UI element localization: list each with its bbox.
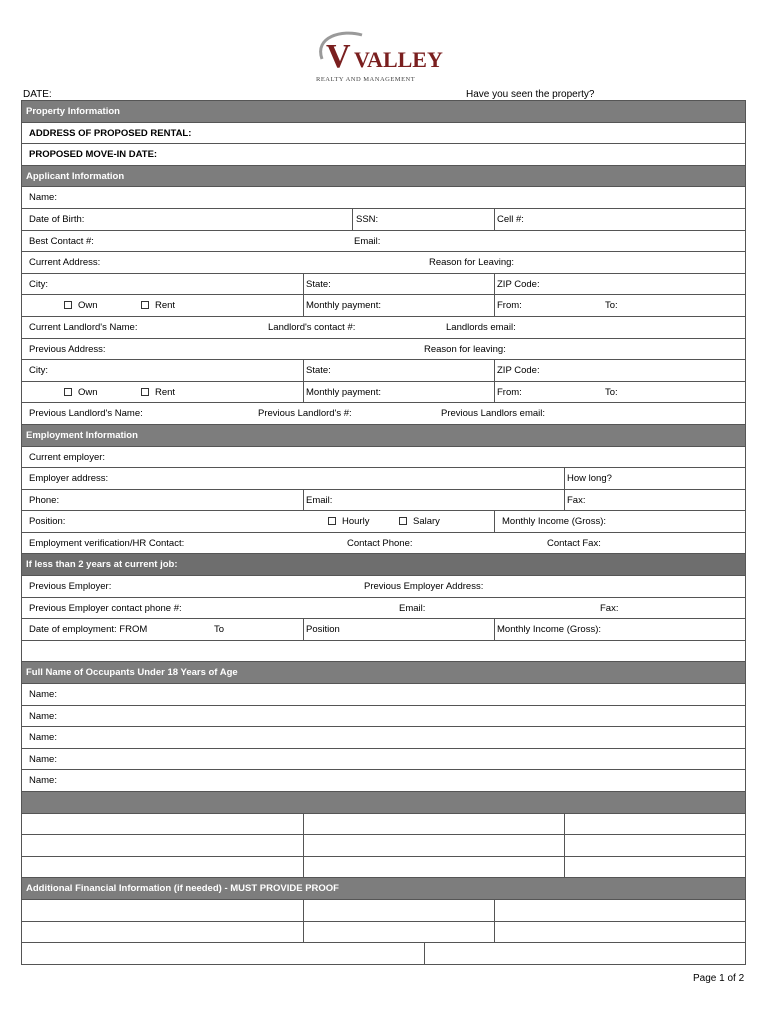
field-label: Name:: [29, 775, 57, 787]
section-header-property: [22, 101, 745, 123]
section-header-financial: [22, 878, 745, 900]
column-divider: [303, 295, 304, 316]
dob-ssn-cell-row[interactable]: [22, 209, 745, 231]
field-label: Previous Employer:: [29, 581, 112, 593]
field-label: Own: [78, 300, 98, 312]
field-label: Phone:: [29, 494, 60, 506]
field-label: ZIP Code:: [497, 365, 540, 377]
field-label: Date of Birth:: [29, 213, 85, 225]
svg-text:V: V: [326, 38, 351, 75]
field-label: Current Landlord's Name:: [29, 321, 138, 333]
field-label: Landlord's contact #:: [268, 321, 356, 333]
field-label: Position:: [29, 516, 66, 528]
current-address-row[interactable]: [22, 252, 745, 274]
occupant-name-field[interactable]: [22, 706, 745, 728]
column-divider: [494, 511, 495, 532]
occupant-name-field[interactable]: [22, 770, 745, 792]
column-divider: [564, 857, 565, 878]
column-divider: [303, 922, 304, 943]
salary-checkbox[interactable]: [399, 517, 407, 525]
column-divider: [564, 468, 565, 489]
field-label: From:: [497, 300, 522, 312]
field-label: Previous Landlord's Name:: [29, 408, 143, 420]
column-divider: [494, 360, 495, 381]
field-label: Property Information: [26, 106, 120, 117]
field-label: Date of employment: FROM: [29, 624, 148, 636]
current-landlord-row[interactable]: [22, 317, 745, 339]
field-label: Email:: [306, 494, 333, 506]
field-label: Hourly: [342, 516, 370, 528]
employment-verification-row[interactable]: [22, 533, 745, 555]
applicant-name-field[interactable]: [22, 187, 745, 209]
field-label: Monthly payment:: [306, 386, 381, 398]
field-label: Employer address:: [29, 473, 109, 485]
financial-grid-row[interactable]: [22, 922, 745, 944]
blank-grid-row[interactable]: [22, 857, 745, 879]
field-label: Current Address:: [29, 257, 101, 269]
field-label: City:: [29, 278, 48, 290]
field-label: Name:: [29, 732, 57, 744]
employer-phone-email-fax-row[interactable]: [22, 490, 745, 512]
section-header-occupants: [22, 662, 745, 684]
previous-city-state-zip-row[interactable]: [22, 360, 745, 382]
section-header-applicant: [22, 166, 745, 188]
field-label: Previous Landlord's #:: [258, 408, 352, 420]
occupant-name-field[interactable]: [22, 749, 745, 771]
field-label: Previous Employer contact phone #:: [29, 602, 182, 614]
logo-subtitle: REALTY AND MANAGEMENT: [316, 76, 416, 83]
field-label: Name:: [29, 689, 57, 701]
logo-text: VALLEY: [354, 47, 443, 72]
section-header-previous-job: [22, 554, 745, 576]
field-label: To:: [605, 300, 618, 312]
field-label: Monthly Income (Gross):: [497, 624, 601, 636]
field-label: Previous Employer Address:: [364, 581, 484, 593]
field-label: Employment verification/HR Contact:: [29, 537, 185, 549]
page-number: Page 1 of 2: [693, 973, 745, 984]
field-label: Fax:: [567, 494, 586, 506]
column-divider: [494, 295, 495, 316]
move-in-date-field[interactable]: [22, 144, 745, 166]
field-label: Previous Address:: [29, 343, 106, 355]
hourly-checkbox[interactable]: [328, 517, 336, 525]
rent-checkbox[interactable]: [141, 301, 149, 309]
current-employer-field[interactable]: [22, 447, 745, 469]
field-label: Cell #:: [497, 213, 524, 225]
own-checkbox[interactable]: [64, 301, 72, 309]
field-label: From:: [497, 386, 522, 398]
field-label: Email:: [399, 602, 426, 614]
previous-own-rent-row[interactable]: [22, 382, 745, 404]
field-label: Monthly Income (Gross):: [502, 516, 606, 528]
blank-grid-row[interactable]: [22, 835, 745, 857]
best-contact-email-row[interactable]: [22, 231, 745, 253]
field-label: SSN:: [356, 213, 379, 225]
field-label: Best Contact #:: [29, 235, 94, 247]
own-checkbox[interactable]: [64, 388, 72, 396]
employer-address-row[interactable]: [22, 468, 745, 490]
column-divider: [424, 943, 425, 964]
field-label: Additional Financial Information (if needed) - MUST PROVIDE PROOF: [26, 883, 339, 895]
column-divider: [564, 490, 565, 511]
field-label: State:: [306, 278, 331, 290]
occupant-name-field[interactable]: [22, 727, 745, 749]
previous-employment-dates-row[interactable]: [22, 619, 745, 641]
proposed-rental-address-field[interactable]: [22, 123, 745, 145]
previous-address-row[interactable]: [22, 339, 745, 361]
financial-grid-row[interactable]: [22, 943, 745, 965]
field-label: If less than 2 years at current job:: [26, 559, 178, 571]
field-label: Fax:: [600, 602, 619, 614]
column-divider: [494, 274, 495, 295]
field-label: Name:: [29, 753, 57, 765]
field-label: Rent: [155, 300, 176, 312]
rent-checkbox[interactable]: [141, 388, 149, 396]
column-divider: [494, 382, 495, 403]
field-label: PROPOSED MOVE-IN DATE:: [29, 149, 158, 161]
column-divider: [564, 814, 565, 835]
column-divider: [494, 209, 495, 230]
position-pay-row[interactable]: [22, 511, 745, 533]
column-divider: [303, 619, 304, 640]
field-label: Salary: [413, 516, 440, 528]
field-label: Current employer:: [29, 451, 106, 463]
rental-application-form: [21, 100, 746, 965]
field-label: Previous Landlors email:: [441, 408, 546, 420]
current-own-rent-row[interactable]: [22, 295, 745, 317]
field-label: Position: [306, 624, 340, 636]
field-label: ZIP Code:: [497, 278, 540, 290]
field-label: Email:: [354, 235, 381, 247]
column-divider: [303, 857, 304, 878]
field-label: Reason for Leaving:: [429, 257, 515, 269]
field-label: Own: [78, 386, 98, 398]
previous-employer-contact-row[interactable]: [22, 598, 745, 620]
column-divider: [494, 922, 495, 943]
field-label: How long?: [567, 473, 612, 485]
field-label: Name:: [29, 710, 57, 722]
previous-landlord-row[interactable]: [22, 403, 745, 425]
column-divider: [303, 382, 304, 403]
blank-grid-row[interactable]: [22, 814, 745, 836]
section-header-employment: [22, 425, 745, 447]
column-divider: [494, 900, 495, 921]
field-label: Applicant Information: [26, 170, 125, 182]
seen-property-label: Have you seen the property?: [466, 89, 595, 100]
field-label: Rent: [155, 386, 176, 398]
field-label: ADDRESS OF PROPOSED RENTAL:: [29, 127, 192, 139]
field-label: State:: [306, 365, 331, 377]
column-divider: [303, 835, 304, 856]
field-label: To:: [605, 386, 618, 398]
column-divider: [303, 814, 304, 835]
field-label: Full Name of Occupants Under 18 Years of Age: [26, 667, 238, 679]
column-divider: [303, 900, 304, 921]
company-logo: [300, 27, 460, 85]
blank-row: [22, 641, 745, 663]
field-label: City:: [29, 365, 48, 377]
field-label: Contact Fax:: [547, 537, 601, 549]
current-city-state-zip-row[interactable]: [22, 274, 745, 296]
field-label: Employment Information: [26, 429, 138, 441]
previous-employer-row[interactable]: [22, 576, 745, 598]
column-divider: [303, 274, 304, 295]
field-label: Contact Phone:: [347, 537, 413, 549]
date-label: DATE:: [23, 89, 52, 100]
field-label: Reason for leaving:: [424, 343, 506, 355]
field-label: Monthly payment:: [306, 300, 381, 312]
column-divider: [352, 209, 353, 230]
occupant-name-field[interactable]: [22, 684, 745, 706]
column-divider: [303, 490, 304, 511]
section-header-blank: [22, 792, 745, 814]
field-label: To: [214, 624, 225, 636]
column-divider: [564, 835, 565, 856]
field-label: Name:: [29, 192, 57, 204]
financial-grid-row[interactable]: [22, 900, 745, 922]
column-divider: [494, 619, 495, 640]
column-divider: [303, 360, 304, 381]
field-label: Landlords email:: [446, 321, 516, 333]
